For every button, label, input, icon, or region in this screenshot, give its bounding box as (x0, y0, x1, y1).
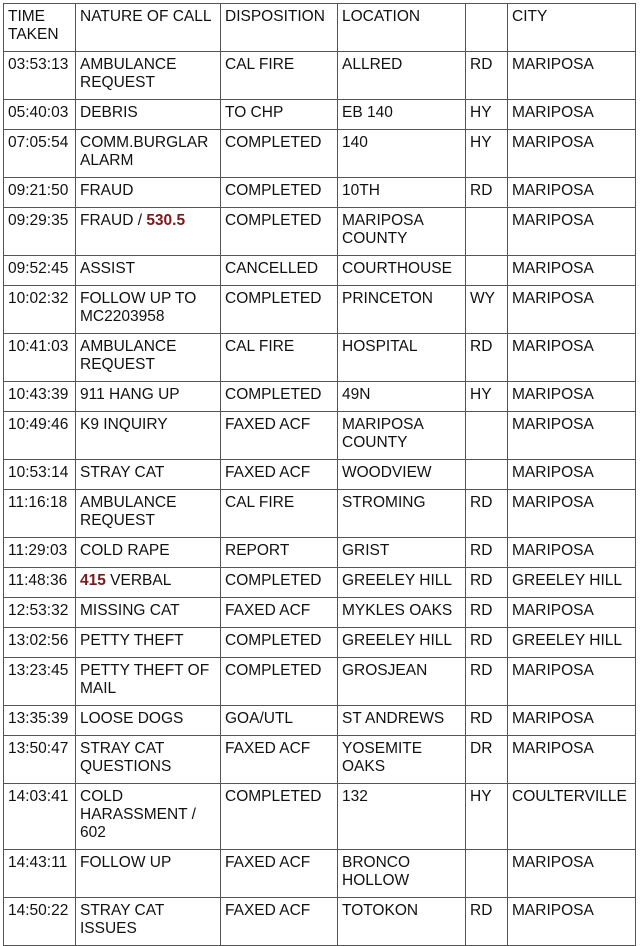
suffix-cell: RD (466, 490, 508, 538)
city-cell: MARIPOSA (508, 100, 636, 130)
suffix-cell (466, 412, 508, 460)
table-row (4, 538, 636, 568)
nature-cell (76, 568, 221, 598)
city-cell: MARIPOSA (508, 412, 636, 460)
call-log-table (3, 3, 636, 946)
city-cell: MARIPOSA (508, 52, 636, 100)
table-row (4, 490, 636, 538)
city-cell: MARIPOSA (508, 598, 636, 628)
header-city: CITY (508, 4, 636, 52)
table-row (4, 628, 636, 658)
nature-cell: PETTY THEFT OF MAIL (76, 658, 221, 706)
suffix-cell (466, 256, 508, 286)
disposition-cell: FAXED ACF (221, 898, 338, 946)
disposition-cell: COMPLETED (221, 628, 338, 658)
nature-cell: FOLLOW UP TO MC2203958 (76, 286, 221, 334)
disposition-cell: FAXED ACF (221, 598, 338, 628)
nature-cell: DEBRIS (76, 100, 221, 130)
time-cell: 14:43:11 (4, 850, 76, 898)
disposition-cell: CAL FIRE (221, 334, 338, 382)
table-row (4, 52, 636, 100)
suffix-cell: RD (466, 706, 508, 736)
nature-cell: AMBULANCE REQUEST (76, 334, 221, 382)
disposition-cell: COMPLETED (221, 286, 338, 334)
table-row (4, 898, 636, 946)
suffix-cell: HY (466, 382, 508, 412)
location-cell: TOTOKON (338, 898, 466, 946)
nature-cell: LOOSE DOGS (76, 706, 221, 736)
nature-cell: STRAY CAT QUESTIONS (76, 736, 221, 784)
location-cell: 10TH (338, 178, 466, 208)
location-cell: 132 (338, 784, 466, 850)
city-cell: GREELEY HILL (508, 568, 636, 598)
nature-cell: COLD HARASSMENT / 602 (76, 784, 221, 850)
time-cell: 13:23:45 (4, 658, 76, 706)
disposition-cell: COMPLETED (221, 178, 338, 208)
time-cell: 11:48:36 (4, 568, 76, 598)
city-cell: MARIPOSA (508, 658, 636, 706)
time-cell: 11:29:03 (4, 538, 76, 568)
city-cell: MARIPOSA (508, 850, 636, 898)
suffix-cell: HY (466, 784, 508, 850)
location-cell: WOODVIEW (338, 460, 466, 490)
location-cell: ALLRED (338, 52, 466, 100)
nature-cell: FRAUD (76, 178, 221, 208)
suffix-cell: DR (466, 736, 508, 784)
table-row (4, 784, 636, 850)
table-body (4, 52, 636, 946)
disposition-cell: CAL FIRE (221, 490, 338, 538)
suffix-cell: HY (466, 100, 508, 130)
city-cell: MARIPOSA (508, 490, 636, 538)
header-row (4, 4, 636, 52)
disposition-cell: COMPLETED (221, 208, 338, 256)
table-row (4, 178, 636, 208)
location-cell: PRINCETON (338, 286, 466, 334)
time-cell: 14:50:22 (4, 898, 76, 946)
nature-cell (76, 208, 221, 256)
nature-cell: 911 HANG UP (76, 382, 221, 412)
time-cell: 10:02:32 (4, 286, 76, 334)
table-row (4, 598, 636, 628)
city-cell: MARIPOSA (508, 538, 636, 568)
city-cell: MARIPOSA (508, 178, 636, 208)
time-cell: 07:05:54 (4, 130, 76, 178)
city-cell: GREELEY HILL (508, 628, 636, 658)
time-cell: 03:53:13 (4, 52, 76, 100)
disposition-cell: CANCELLED (221, 256, 338, 286)
table-row (4, 706, 636, 736)
location-cell: GROSJEAN (338, 658, 466, 706)
city-cell: COULTERVILLE (508, 784, 636, 850)
table-row (4, 130, 636, 178)
location-cell: EB 140 (338, 100, 466, 130)
time-cell: 10:41:03 (4, 334, 76, 382)
location-cell: HOSPITAL (338, 334, 466, 382)
city-cell: MARIPOSA (508, 736, 636, 784)
time-cell: 09:29:35 (4, 208, 76, 256)
header-location: LOCATION (338, 4, 466, 52)
location-cell: 49N (338, 382, 466, 412)
location-cell: BRONCO HOLLOW (338, 850, 466, 898)
penal-code: 530.5 (146, 212, 186, 229)
nature-cell: STRAY CAT (76, 460, 221, 490)
time-cell: 13:02:56 (4, 628, 76, 658)
table-row (4, 334, 636, 382)
suffix-cell: RD (466, 538, 508, 568)
disposition-cell: COMPLETED (221, 784, 338, 850)
city-cell: MARIPOSA (508, 460, 636, 490)
suffix-cell: HY (466, 130, 508, 178)
disposition-cell: COMPLETED (221, 658, 338, 706)
time-cell: 13:35:39 (4, 706, 76, 736)
location-cell: GRIST (338, 538, 466, 568)
nature-cell: FOLLOW UP (76, 850, 221, 898)
location-cell: STROMING (338, 490, 466, 538)
table-row (4, 850, 636, 898)
suffix-cell (466, 208, 508, 256)
header-disposition: DISPOSITION (221, 4, 338, 52)
suffix-cell: WY (466, 286, 508, 334)
time-cell: 10:53:14 (4, 460, 76, 490)
suffix-cell (466, 460, 508, 490)
city-cell: MARIPOSA (508, 130, 636, 178)
location-cell: 140 (338, 130, 466, 178)
city-cell: MARIPOSA (508, 208, 636, 256)
nature-cell: MISSING CAT (76, 598, 221, 628)
disposition-cell: FAXED ACF (221, 460, 338, 490)
disposition-cell: FAXED ACF (221, 850, 338, 898)
disposition-cell: TO CHP (221, 100, 338, 130)
time-cell: 12:53:32 (4, 598, 76, 628)
location-cell: ST ANDREWS (338, 706, 466, 736)
location-cell: MARIPOSA COUNTY (338, 208, 466, 256)
table-row (4, 382, 636, 412)
suffix-cell (466, 850, 508, 898)
time-cell: 13:50:47 (4, 736, 76, 784)
table-row (4, 460, 636, 490)
city-cell: MARIPOSA (508, 286, 636, 334)
table-row (4, 412, 636, 460)
location-cell: GREELEY HILL (338, 628, 466, 658)
nature-cell: COMM.BURGLAR ALARM (76, 130, 221, 178)
header-suffix (466, 4, 508, 52)
nature-text-after: VERBAL (105, 572, 172, 589)
suffix-cell: RD (466, 898, 508, 946)
table-header (4, 4, 636, 52)
location-cell: GREELEY HILL (338, 568, 466, 598)
suffix-cell: RD (466, 178, 508, 208)
suffix-cell: RD (466, 628, 508, 658)
location-cell: YOSEMITE OAKS (338, 736, 466, 784)
location-cell: MARIPOSA COUNTY (338, 412, 466, 460)
disposition-cell: GOA/UTL (221, 706, 338, 736)
time-cell: 05:40:03 (4, 100, 76, 130)
city-cell: MARIPOSA (508, 334, 636, 382)
disposition-cell: REPORT (221, 538, 338, 568)
disposition-cell: CAL FIRE (221, 52, 338, 100)
table-row (4, 736, 636, 784)
location-cell: COURTHOUSE (338, 256, 466, 286)
disposition-cell: FAXED ACF (221, 412, 338, 460)
nature-text: FRAUD / (80, 212, 147, 229)
time-cell: 09:21:50 (4, 178, 76, 208)
time-cell: 09:52:45 (4, 256, 76, 286)
header-nature-of-call: NATURE OF CALL (76, 4, 221, 52)
table-row (4, 100, 636, 130)
table-row (4, 256, 636, 286)
nature-cell: AMBULANCE REQUEST (76, 52, 221, 100)
suffix-cell: RD (466, 658, 508, 706)
disposition-cell: FAXED ACF (221, 736, 338, 784)
header-time-taken: TIME TAKEN (4, 4, 76, 52)
disposition-cell: COMPLETED (221, 382, 338, 412)
time-cell: 10:43:39 (4, 382, 76, 412)
table-row (4, 658, 636, 706)
suffix-cell: RD (466, 52, 508, 100)
city-cell: MARIPOSA (508, 256, 636, 286)
table-row (4, 568, 636, 598)
nature-cell: COLD RAPE (76, 538, 221, 568)
nature-cell: K9 INQUIRY (76, 412, 221, 460)
suffix-cell: RD (466, 334, 508, 382)
table-row (4, 286, 636, 334)
nature-cell: ASSIST (76, 256, 221, 286)
time-cell: 10:49:46 (4, 412, 76, 460)
location-cell: MYKLES OAKS (338, 598, 466, 628)
time-cell: 11:16:18 (4, 490, 76, 538)
nature-cell: AMBULANCE REQUEST (76, 490, 221, 538)
penal-code: 415 (80, 572, 106, 589)
nature-cell: PETTY THEFT (76, 628, 221, 658)
city-cell: MARIPOSA (508, 706, 636, 736)
city-cell: MARIPOSA (508, 898, 636, 946)
city-cell: MARIPOSA (508, 382, 636, 412)
disposition-cell: COMPLETED (221, 130, 338, 178)
time-cell: 14:03:41 (4, 784, 76, 850)
nature-cell: STRAY CAT ISSUES (76, 898, 221, 946)
suffix-cell: RD (466, 598, 508, 628)
suffix-cell: RD (466, 568, 508, 598)
table-row (4, 208, 636, 256)
disposition-cell: COMPLETED (221, 568, 338, 598)
